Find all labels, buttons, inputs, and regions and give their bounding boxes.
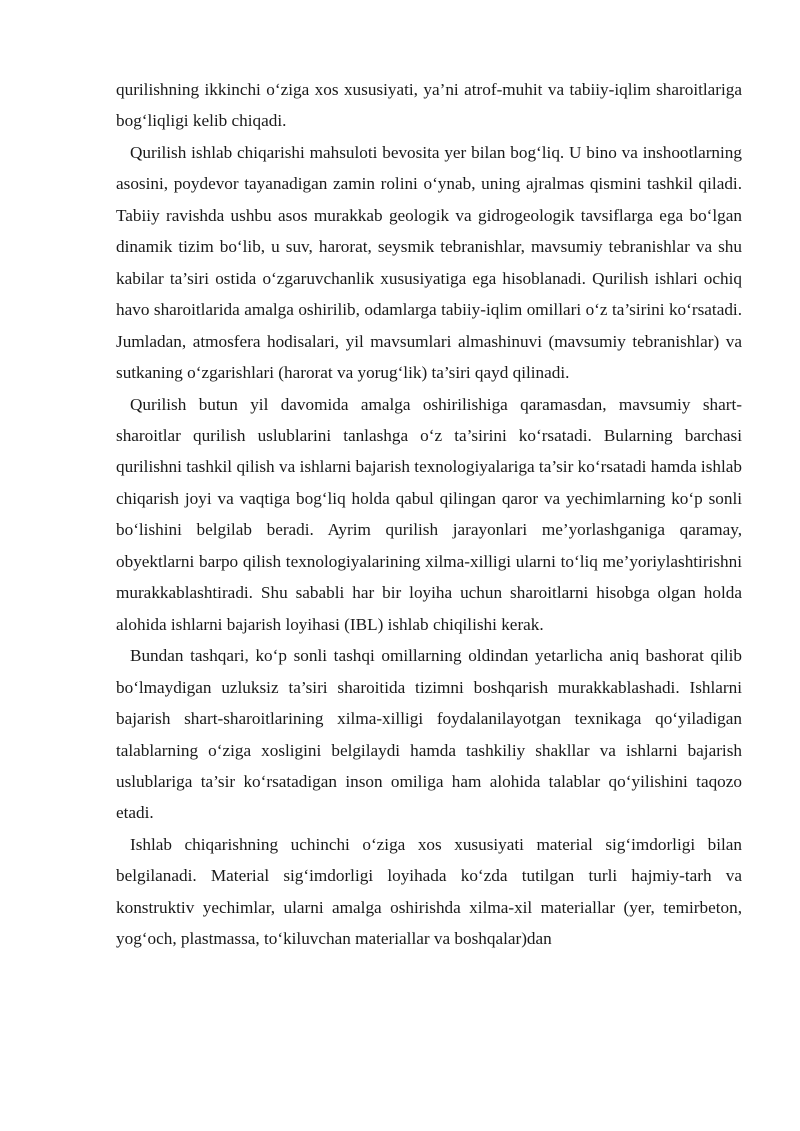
paragraph: Qurilish butun yil davomida amalga oshirilishiga qaramasdan, mavsumiy shart-sharoitlar qurilish uslublarini tanlashga o‘z ta’sirini ko‘rsatadi. Bularning barchasi qurilishni tashkil qilish va ishlarni bajarish texnologiyalariga ta’sir ko‘rsatadi hamda ishlab chiqarish joyi va vaqtiga bog‘liq holda qabul qilingan qaror va yechimlarning ko‘p sonli bo‘lishini belgilab beradi. Ayrim qurilish jarayonlari me’yorlashganiga qaramay, obyektlarni barpo qilish texnologiyalarining xilma-xilligi ularni to‘liq me’yoriylashtirishni murakkablashtiradi. Shu sababli har bir loyiha uchun sharoitlarni hisobga olgan holda alohida ishlarni bajarish loyihasi (IBL) ishlab chiqilishi kerak. [116, 394, 742, 634]
document-body [116, 74, 742, 955]
paragraph: Qurilish ishlab chiqarishi mahsuloti bevosita yer bilan bog‘liq. U bino va inshootlarning asosini, poydevor tayanadigan zamin rolini o‘ynab, uning ajralmas qismini tashkil qiladi. Tabiiy ravishda ushbu asos murakkab geologik va gidrogeologik tavsiflarga ega bo‘lgan dinamik tizim bo‘lib, u suv, harorat, seysmik tebranishlar, mavsumiy tebranishlar va shu kabilar ta’siri ostida o‘zgaruvchanlik xususiyatiga ega hisoblanadi. Qurilish ishlari ochiq havo sharoitlarida amalga oshirilib, odamlarga tabiiy-iqlim omillari o‘z ta’sirini ko‘rsatadi. Jumladan, atmosfera hodisalari, yil mavsumlari almashinuvi (mavsumiy tebranishlar) va sutkaning o‘zgarishlari (harorat va yorug‘lik) ta’siri qayd qilinadi. [116, 142, 742, 383]
paragraph: qurilishning ikkinchi o‘ziga xos xususiyati, ya’ni atrof-muhit va tabiiy-iqlim sharoitlariga bog‘liqligi kelib chiqadi. [116, 80, 742, 131]
paragraph: Ishlab chiqarishning uchinchi o‘ziga xos xususiyati material sig‘imdorligi bilan belgilanadi. Material sig‘imdorligi loyihada ko‘zda tutilgan turli hajmiy-tarh va konstruktiv yechimlar, ularni amalga oshirishda xilma-xil materiallar (yer, temirbeton, yog‘och, plastmassa, to‘kiluvchan materiallar va boshqalar)dan [116, 834, 742, 949]
paragraph: Bundan tashqari, ko‘p sonli tashqi omillarning oldindan yetarlicha aniq bashorat qilib bo‘lmaydigan uzluksiz ta’siri sharoitida tizimni boshqarish murakkablashadi. Ishlarni bajarish shart-sharoitlarining xilma-xilligi foydalanilayotgan texnikaga qo‘yiladigan talablarning o‘ziga xosligini belgilaydi hamda tashkiliy shakllar va ishlarni bajarish uslublariga ta’sir ko‘rsatadigan inson omiliga ham alohida talablar qo‘yilishini taqozo etadi. [116, 646, 742, 823]
